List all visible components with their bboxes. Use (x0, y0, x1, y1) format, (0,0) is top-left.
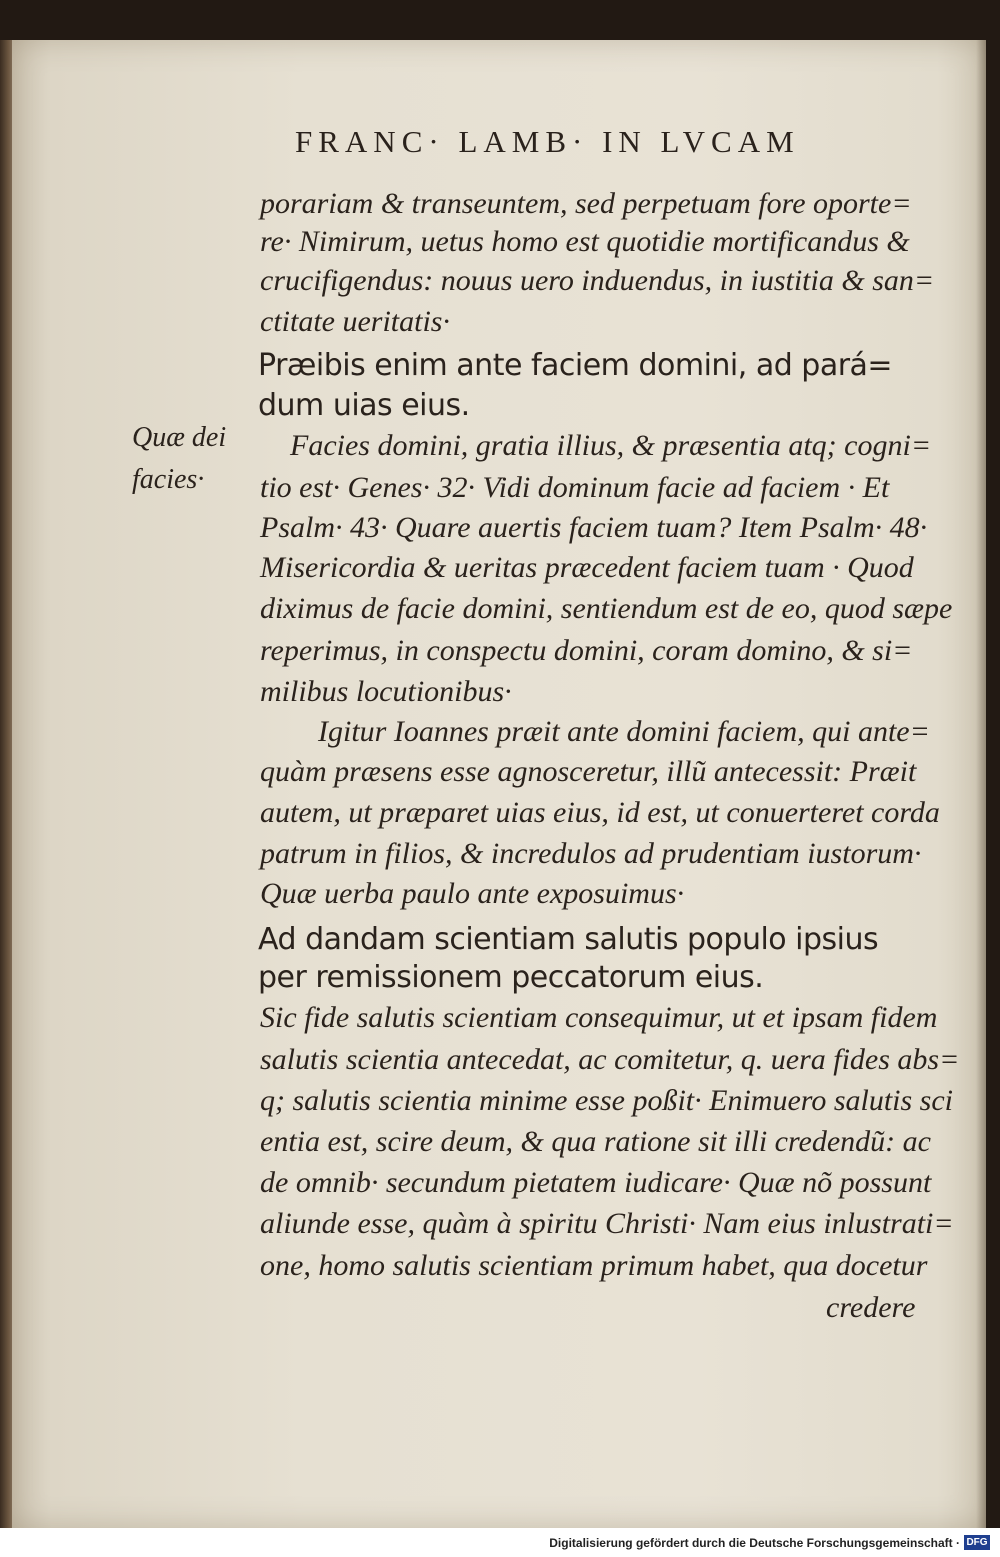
text-line: reperimus, in conspectu domini, coram domino, & si= (260, 634, 913, 667)
text-line: diximus de facie domini, sentiendum est de eo, quod sæpe (260, 592, 953, 625)
text-line: autem, ut præparet uias eius, id est, ut conuerteret corda (260, 796, 940, 829)
text-line: aliunde esse, quàm à spiritu Christi· Nam eius inlustrati= (260, 1207, 954, 1240)
text-line: Igitur Ioannes præit ante domini faciem, qui ante= (318, 715, 930, 748)
text-line: Quæ uerba paulo ante exposuimus· (260, 877, 685, 910)
text-line: patrum in filios, & incredulos ad prudentiam iustorum· (260, 837, 922, 870)
text-line: Psalm· 43· Quare auertis faciem tuam? Item Psalm· 48· (260, 511, 928, 544)
text-line: Sic fide salutis scientiam consequimur, ut et ipsam fidem (260, 1001, 938, 1034)
lemma-line: per remissionem peccatorum eius. (258, 960, 764, 995)
text-line: Misericordia & ueritas præcedent faciem tuam · Quod (260, 551, 914, 584)
running-head: FRANC· LAMB· IN LVCAM (295, 124, 800, 159)
text-line: re· Nimirum, uetus homo est quotidie mortificandus & (260, 225, 910, 258)
lemma-line: Præibis enim ante faciem domini, ad pará= (258, 348, 893, 383)
text-line: one, homo salutis scientiam primum habet, qua docetur (260, 1249, 928, 1282)
text-line: tio est· Genes· 32· Vidi dominum facie ad faciem · Et (260, 471, 890, 504)
text-line: entia est, scire deum, & qua ratione sit illi credendũ: ac (260, 1125, 931, 1158)
text-line: salutis scientia antecedat, ac comitetur, q. uera fides abs= (260, 1043, 960, 1076)
text-line: quàm præsens esse agnosceretur, illũ antecessit: Præit (260, 755, 917, 788)
catchword: credere (826, 1291, 916, 1324)
funding-credit: Digitalisierung gefördert durch die Deutsche Forschungsgemeinschaft · (549, 1536, 960, 1550)
text-line: Facies domini, gratia illius, & præsentia atq; cogni= (290, 429, 932, 462)
text-line: milibus locutionibus· (260, 675, 512, 708)
text-line: de omnib· secundum pietatem iudicare· Quæ nõ possunt (260, 1166, 932, 1199)
page-gutter-shadow (976, 40, 986, 1528)
text-line: porariam & transeuntem, sed perpetuam fore oporte= (260, 187, 912, 220)
dfg-logo: DFG (964, 1535, 990, 1550)
text-line: ctitate ueritatis· (260, 305, 450, 338)
lemma-line: Ad dandam scientiam salutis populo ipsius (258, 922, 879, 957)
text-line: q; salutis scientia minime esse poßit· Enimuero salutis sci (260, 1084, 954, 1117)
margin-note: facies· (132, 464, 205, 495)
margin-note: Quæ dei (132, 422, 227, 453)
lemma-line: dum uias eius. (258, 388, 470, 423)
text-line: crucifigendus: nouus uero induendus, in iustitia & san= (260, 264, 935, 297)
